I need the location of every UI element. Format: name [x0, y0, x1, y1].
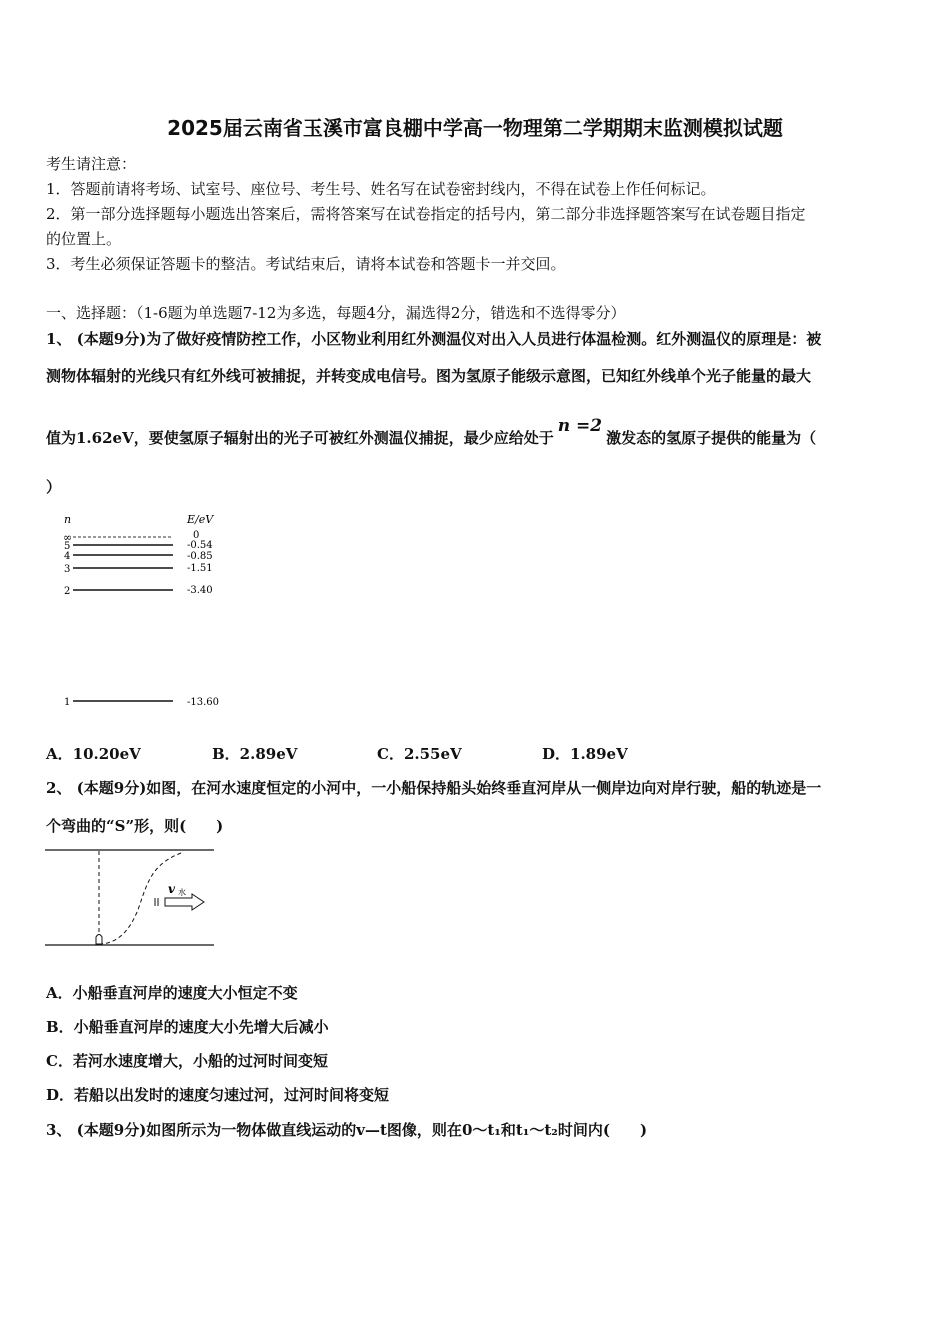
q1-option-d[interactable]: D．1.89eV	[542, 745, 628, 763]
q1-line: 1、 (本题9分)为了做好疫情防控工作，小区物业利用红外测温仪对出入人员进行体温检测。红外测温仪的原理是：被	[46, 330, 822, 348]
energy-level-diagram	[55, 508, 235, 713]
level-n: 1	[64, 697, 71, 708]
energy-axis-label: E/eV	[187, 513, 214, 526]
level-energy: -0.54	[187, 540, 213, 551]
river-boat-diagram	[44, 846, 218, 950]
q2-option-d[interactable]: D．若船以出发时的速度匀速过河，过河时间将变短	[46, 1086, 390, 1104]
q1-option-a[interactable]: A．10.20eV	[46, 745, 141, 763]
page-title: 2025届云南省玉溪市富良棚中学高一物理第二学期期末监测模拟试题	[167, 116, 783, 140]
level-energy: -13.60	[187, 697, 220, 708]
q2-option-a[interactable]: A．小船垂直河岸的速度大小恒定不变	[46, 984, 298, 1002]
level-energy: -3.40	[187, 585, 213, 596]
water-velocity-label: v	[168, 882, 175, 896]
n-equals-2-math: n =2	[557, 416, 603, 436]
q2-line: 2、 (本题9分)如图，在河水速度恒定的小河中，一小船保持船头始终垂直河岸从一侧岸边向对岸行驶，船的轨迹是一	[46, 779, 822, 797]
notice-heading: 考生请注意：	[46, 155, 137, 173]
level-n: 5	[64, 541, 71, 552]
level-n: 4	[64, 551, 71, 562]
q1-line: ）	[46, 478, 62, 496]
level-n: 3	[64, 564, 71, 575]
level-n: 2	[64, 586, 71, 597]
q3-line: 3、 (本题9分)如图所示为一物体做直线运动的v—t图像，则在0～t₁和t₁～t₂时间内( )	[46, 1121, 648, 1139]
q2-line: 个弯曲的“S”形，则( )	[46, 817, 224, 835]
n-axis-label: n	[64, 513, 72, 526]
q2-option-b[interactable]: B．小船垂直河岸的速度大小先增大后减小	[46, 1018, 329, 1036]
boat-icon	[96, 935, 102, 945]
level-energy: -1.51	[187, 563, 213, 574]
q1-option-c[interactable]: C．2.55eV	[377, 745, 462, 763]
water-velocity-subscript: 水	[178, 888, 186, 897]
notice-item: 2．第一部分选择题每小题选出答案后，需将答案写在试卷指定的括号内，第二部分非选择题答案写在试卷题目指定	[46, 205, 806, 223]
level-energy: -0.85	[187, 551, 213, 562]
q2-option-c[interactable]: C．若河水速度增大，小船的过河时间变短	[46, 1052, 328, 1070]
q1-line	[46, 416, 817, 448]
q1-line: 测物体辐射的光线只有红外线可被捕捉，并转变成电信号。图为氢原子能级示意图，已知红外线单个光子能量的最大	[46, 367, 812, 385]
level-n: ∞	[63, 531, 73, 544]
notice-item: 的位置上。	[46, 230, 122, 248]
notice-item: 3．考生必须保证答题卡的整洁。考试结束后，请将本试卷和答题卡一并交回。	[46, 255, 566, 273]
section-heading: 一、选择题：（1-6题为单选题7-12为多选，每题4分，漏选得2分，错选和不选得零分）	[46, 304, 626, 322]
notice-item: 1．答题前请将考场、试室号、座位号、考生号、姓名写在试卷密封线内，不得在试卷上作任何标记。	[46, 180, 716, 198]
level-energy: 0	[193, 530, 200, 541]
q1-text: 激发态的氢原子提供的能量为（	[606, 429, 817, 447]
q1-text: 值为1.62eV，要使氢原子辐射出的光子可被红外测温仪捕捉，最少应给处于	[46, 429, 554, 447]
q1-option-b[interactable]: B．2.89eV	[212, 745, 298, 763]
